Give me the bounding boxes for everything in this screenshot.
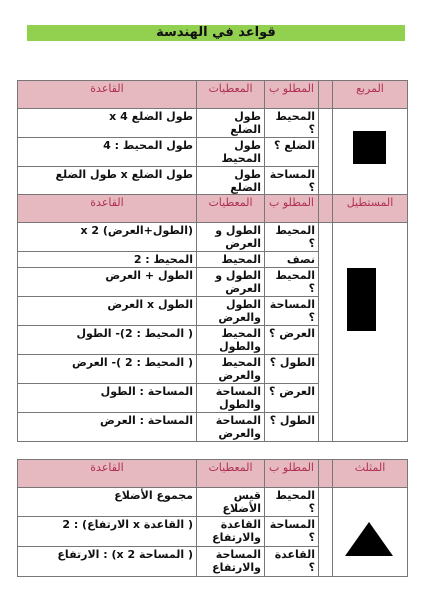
page-title: قواعد في الهندسة bbox=[27, 25, 405, 41]
shape-name-rectangle: المستطيل bbox=[333, 195, 408, 223]
table-cell-required: المساحة ؟ bbox=[265, 167, 319, 197]
table-cell-rule: المساحة : العرض bbox=[18, 413, 197, 442]
shape-name-square: المربع bbox=[333, 81, 408, 109]
table-cell-required: المساحة ؟ bbox=[265, 517, 319, 547]
header-given: المعطيات bbox=[197, 81, 265, 109]
table-cell-given: المحيط bbox=[197, 252, 265, 268]
triangle-section bbox=[17, 459, 408, 577]
table-cell-required: العرض ؟ bbox=[265, 326, 319, 355]
square-shape-cell bbox=[333, 109, 408, 197]
header-required: المطلو ب bbox=[265, 195, 319, 223]
table-cell-required: المساحة ؟ bbox=[265, 297, 319, 326]
table-cell-required: المحيط ؟ bbox=[265, 268, 319, 297]
table-cell-rule: (الطول+العرض) x 2 bbox=[18, 223, 197, 252]
table-cell-rule: طول الضلع 4 x bbox=[18, 109, 197, 138]
square-shape bbox=[353, 131, 386, 164]
table-cell-required: الطول ؟ bbox=[265, 413, 319, 442]
table-cell-required: العرض ؟ bbox=[265, 384, 319, 413]
header-given: المعطيات bbox=[197, 460, 265, 488]
table-cell-rule: الطول x العرض bbox=[18, 297, 197, 326]
table-cell-rule: ( المحيط : 2 )- العرض bbox=[18, 355, 197, 384]
header-given: المعطيات bbox=[197, 195, 265, 223]
table-cell-given: الطول والعرض bbox=[197, 297, 265, 326]
table-cell-given: طول الضلع bbox=[197, 109, 265, 138]
table-cell-required: المحيط ؟ bbox=[265, 488, 319, 517]
table-cell-rule: المساحة : الطول bbox=[18, 384, 197, 413]
header-rule: القاعدة bbox=[18, 195, 197, 223]
table-cell-required: الطول ؟ bbox=[265, 355, 319, 384]
rectangle-shape-cell bbox=[333, 223, 408, 442]
table-cell-given: المساحة والطول bbox=[197, 384, 265, 413]
table-cell-required: المحيط ؟ bbox=[265, 109, 319, 138]
rectangle-section bbox=[17, 194, 408, 442]
table-cell-required: المحيط ؟ bbox=[265, 223, 319, 252]
table-cell-given: المحيط والعرض bbox=[197, 355, 265, 384]
table-cell-given: قيس الأضلاع bbox=[197, 488, 265, 517]
table-cell-rule: طول المحيط : 4 bbox=[18, 138, 197, 167]
table-cell-given: طول المحيط bbox=[197, 138, 265, 167]
table-cell-required: القاعدة ؟ bbox=[265, 547, 319, 577]
shape-name-triangle: المثلث bbox=[333, 460, 408, 488]
table-cell-given: المساحة والارتفاع bbox=[197, 547, 265, 577]
table-cell-required: نصف bbox=[265, 252, 319, 268]
table-cell-given: الطول و العرض bbox=[197, 223, 265, 252]
header-required: المطلو ب bbox=[265, 81, 319, 109]
header-rule: القاعدة bbox=[18, 81, 197, 109]
table-cell-given: القاعدة والارتفاع bbox=[197, 517, 265, 547]
table-cell-rule: ( المحيط : 2)- الطول bbox=[18, 326, 197, 355]
header-required: المطلو ب bbox=[265, 460, 319, 488]
rectangle-shape bbox=[347, 268, 376, 331]
table-cell-given: المحيط والطول bbox=[197, 326, 265, 355]
table-cell-rule: ( القاعدة x الارتفاع) : 2 bbox=[18, 517, 197, 547]
table-cell-required: الضلع ؟ bbox=[265, 138, 319, 167]
square-section bbox=[17, 80, 408, 197]
table-cell-rule: ( المساحة 2 x) : الارتفاع bbox=[18, 547, 197, 577]
table-cell-given: الطول و العرض bbox=[197, 268, 265, 297]
table-cell-rule: المحيط : 2 bbox=[18, 252, 197, 268]
triangle-shape-cell bbox=[333, 488, 408, 577]
table-cell-given: المساحة والعرض bbox=[197, 413, 265, 442]
header-rule: القاعدة bbox=[18, 460, 197, 488]
table-cell-given: طول الضلع bbox=[197, 167, 265, 197]
table-cell-rule: مجموع الأضلاع bbox=[18, 488, 197, 517]
table-cell-rule: الطول + العرض bbox=[18, 268, 197, 297]
triangle-shape bbox=[345, 522, 393, 556]
table-cell-rule: طول الضلع x طول الضلع bbox=[18, 167, 197, 197]
